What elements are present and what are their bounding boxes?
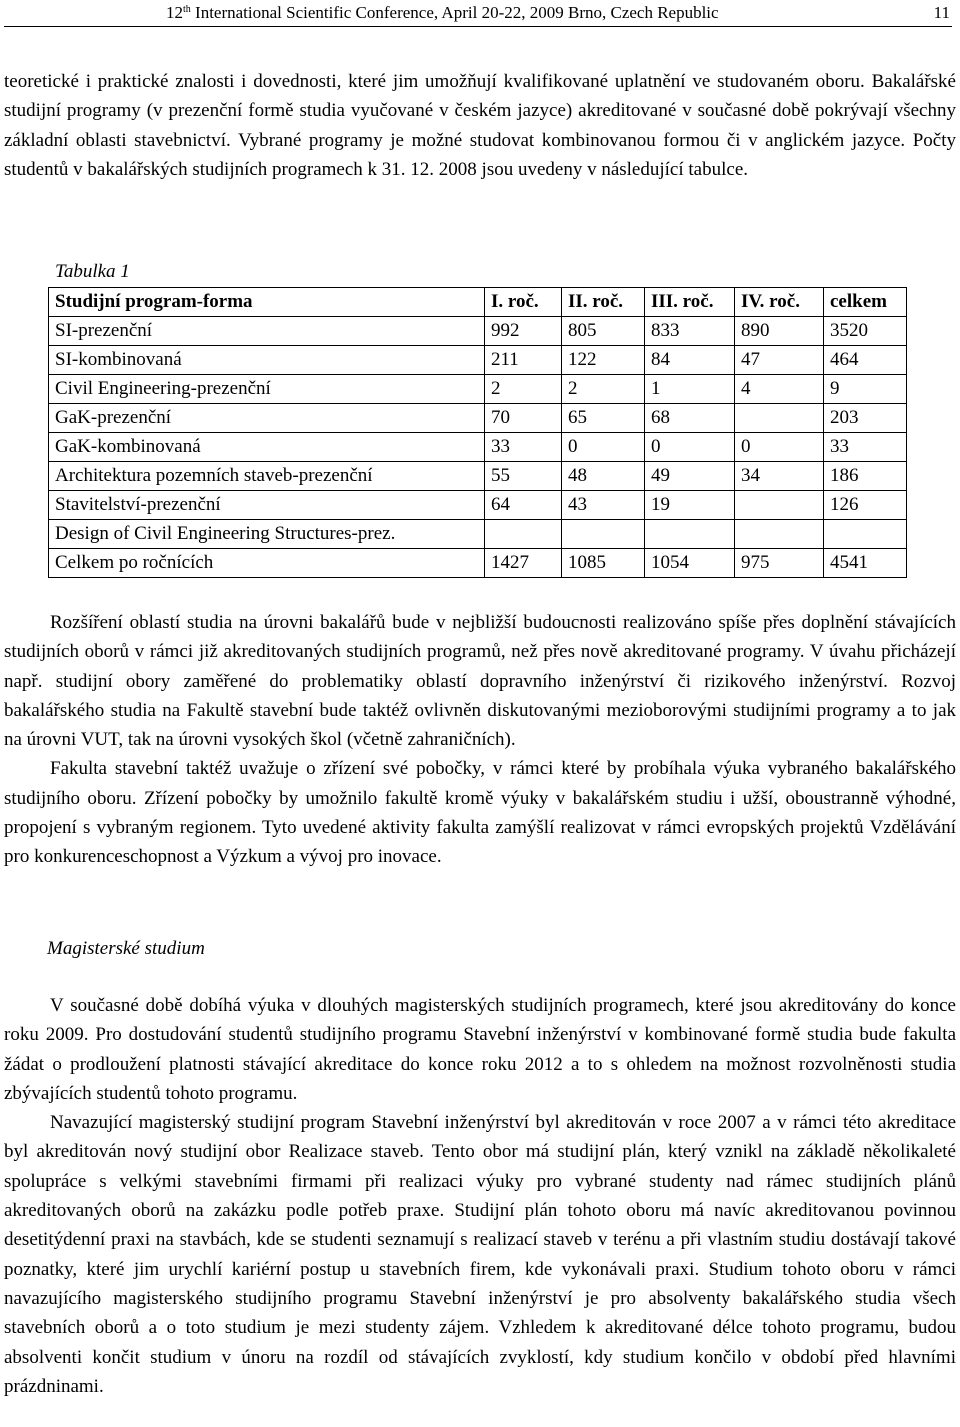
table-cell: Civil Engineering-prezenční — [49, 375, 485, 404]
table-cell — [562, 520, 645, 549]
table-cell: 0 — [735, 433, 824, 462]
table-cell: 203 — [824, 404, 907, 433]
table-cell — [485, 520, 562, 549]
intro-paragraph: teoretické i praktické znalosti i dovednosti, které jim umožňují kvalifikované uplatnění ve studovaném oboru. Bakalářské studijní programy (v prezenční formě studia vyučované v českém jazyce) akreditované v současné době pokrývají všechny základní oblasti stavebnictví. Vybrané programy je možné studovat kombinovanou formou či v anglickém jazyce. Počty studentů v bakalářských studijních programech k 31. 12. 2008 jsou uvedeny v následující tabulce. — [4, 71, 956, 180]
table-cell: 47 — [735, 346, 824, 375]
table-cell: 2 — [562, 375, 645, 404]
table-cell: 2 — [485, 375, 562, 404]
header-cell-year-2: II. roč. — [562, 288, 645, 317]
table-cell: 122 — [562, 346, 645, 375]
table-cell: 3520 — [824, 317, 907, 346]
table-cell: 19 — [645, 491, 735, 520]
table-cell: 55 — [485, 462, 562, 491]
table-cell: 805 — [562, 317, 645, 346]
table-cell: SI-prezenční — [49, 317, 485, 346]
table-cell: 43 — [562, 491, 645, 520]
table-header-row — [49, 288, 907, 317]
table-row — [49, 317, 907, 346]
header-cell-year-4: IV. roč. — [735, 288, 824, 317]
table-cell — [824, 520, 907, 549]
table-cell: 992 — [485, 317, 562, 346]
table-cell: Architektura pozemních staveb-prezenční — [49, 462, 485, 491]
header-cell-program: Studijní program-forma — [49, 288, 485, 317]
table-cell — [735, 491, 824, 520]
table-cell: Celkem po ročnících — [49, 549, 485, 578]
conference-title: 12th International Scientific Conference, April 20-22, 2009 Brno, Czech Republic — [166, 3, 719, 22]
table-cell: 975 — [735, 549, 824, 578]
table-row — [49, 346, 907, 375]
table-cell: 1427 — [485, 549, 562, 578]
table-cell: 70 — [485, 404, 562, 433]
table-row — [49, 404, 907, 433]
table-cell: Stavitelství-prezenční — [49, 491, 485, 520]
page-header — [4, 0, 952, 27]
bachelor-paragraph-1: Rozšíření oblastí studia na úrovni bakalářů bude v nejbližší budoucnosti realizováno spíše přes doplnění stávajících studijních oborů v rámci již akreditovaných studijních programů, než přes nově akreditované programy. V úvahu přicházejí např. studijní obory zaměřené do problematiky oblastí dopravního inženýrství či rizikového inženýrství. Rozvoj bakalářského studia na Fakultě stavební bude taktéž ovlivněn diskutovanými mezioborovými studijními programy a to jak na úrovni VUT, tak na úrovni vysokých škol (včetně zahraničních). — [4, 612, 956, 751]
table-cell — [645, 520, 735, 549]
table-cell: 65 — [562, 404, 645, 433]
table-caption: Tabulka 1 — [55, 261, 130, 282]
table-cell — [735, 404, 824, 433]
table-cell: 48 — [562, 462, 645, 491]
table-cell: GaK-prezenční — [49, 404, 485, 433]
table-cell: 68 — [645, 404, 735, 433]
table-cell: 186 — [824, 462, 907, 491]
table-cell: 464 — [824, 346, 907, 375]
table-cell: 64 — [485, 491, 562, 520]
table-cell: 9 — [824, 375, 907, 404]
table-cell: 4 — [735, 375, 824, 404]
table-cell: 34 — [735, 462, 824, 491]
table-cell: 1 — [645, 375, 735, 404]
table-cell: GaK-kombinovaná — [49, 433, 485, 462]
bachelor-paragraph-2: Fakulta stavební taktéž uvažuje o zřízení své pobočky, v rámci které by probíhala výuka vybraného bakalářského studijního oboru. Zřízení pobočky by umožnilo fakultě kromě výuky v bakalářském studiu i užší, oboustranně výhodné, propojení s vybraným regionem. Tyto uvedené aktivity fakulta zamýšlí realizovat v rámci evropských projektů Vzdělávání pro konkurenceschopnost a Výzkum a vývoj pro inovace. — [4, 758, 956, 868]
table-cell: 33 — [824, 433, 907, 462]
table-row — [49, 433, 907, 462]
table-cell: 0 — [645, 433, 735, 462]
table-cell: 49 — [645, 462, 735, 491]
table-cell: 833 — [645, 317, 735, 346]
table-cell: 890 — [735, 317, 824, 346]
table-cell: 211 — [485, 346, 562, 375]
header-cell-year-1: I. roč. — [485, 288, 562, 317]
table-cell: 33 — [485, 433, 562, 462]
intro-section — [4, 67, 956, 184]
table-cell: SI-kombinovaná — [49, 346, 485, 375]
table-cell: Design of Civil Engineering Structures-prez. — [49, 520, 485, 549]
master-paragraph-1: V současné době dobíhá výuka v dlouhých magisterských studijních programech, které jsou akreditovány do konce roku 2009. Pro dostudování studentů studijního programu Stavební inženýrství v kombinované formě studia bude fakulta žádat o prodloužení platnosti stávající akreditace do konce roku 2012 a to s ohledem na možnost rozvolněnosti studia zbývajících studentů tohoto programu. — [4, 995, 956, 1104]
table-cell: 4541 — [824, 549, 907, 578]
master-section — [4, 991, 956, 1401]
students-table — [48, 287, 907, 578]
page-number: 11 — [933, 3, 950, 22]
table-row — [49, 520, 907, 549]
table-total-row — [49, 549, 907, 578]
table-cell: 84 — [645, 346, 735, 375]
table-row — [49, 491, 907, 520]
table-cell: 1054 — [645, 549, 735, 578]
header-cell-year-3: III. roč. — [645, 288, 735, 317]
master-paragraph-2: Navazující magisterský studijní program Stavební inženýrství byl akreditován v roce 2007 a v rámci této akreditace byl akreditován nový studijní obor Realizace staveb. Tento obor má studijní plán, který vznikl na základě několikaleté spolupráce s velkými stavebními firmami při realizaci výuky pro vybrané studenty nad rámec studijních plánů akreditovaných oborů na zakázku podle potřeb praxe. Studijní plán tohoto oboru má navíc akreditovanou povinnou desetitýdenní praxi na stavbách, kde se studenti seznamují s realizací staveb v terénu a při vlastním studiu dostávají takové poznatky, které jim urychlí kariérní postup u stavebních firem, kde vykonávali praxi. Studium tohoto oboru v rámci navazujícího magisterského studijního programu Stavební inženýrství je pro absolventy bakalářského studia všech stavebních oborů a o toto studium je mezi studenty zájem. Vzhledem k akreditované délce tohoto programu, budou absolventi končit studium v únoru na rozdíl od stávajících zvyklostí, kdy studium končilo v období před hlavními prázdninami. — [4, 1112, 956, 1397]
table-cell: 1085 — [562, 549, 645, 578]
table-cell: 0 — [562, 433, 645, 462]
table-cell: 126 — [824, 491, 907, 520]
table-row — [49, 462, 907, 491]
section-heading-master: Magisterské studium — [47, 938, 205, 959]
table-row — [49, 375, 907, 404]
table-cell — [735, 520, 824, 549]
bachelor-section — [4, 608, 956, 872]
header-cell-total: celkem — [824, 288, 907, 317]
